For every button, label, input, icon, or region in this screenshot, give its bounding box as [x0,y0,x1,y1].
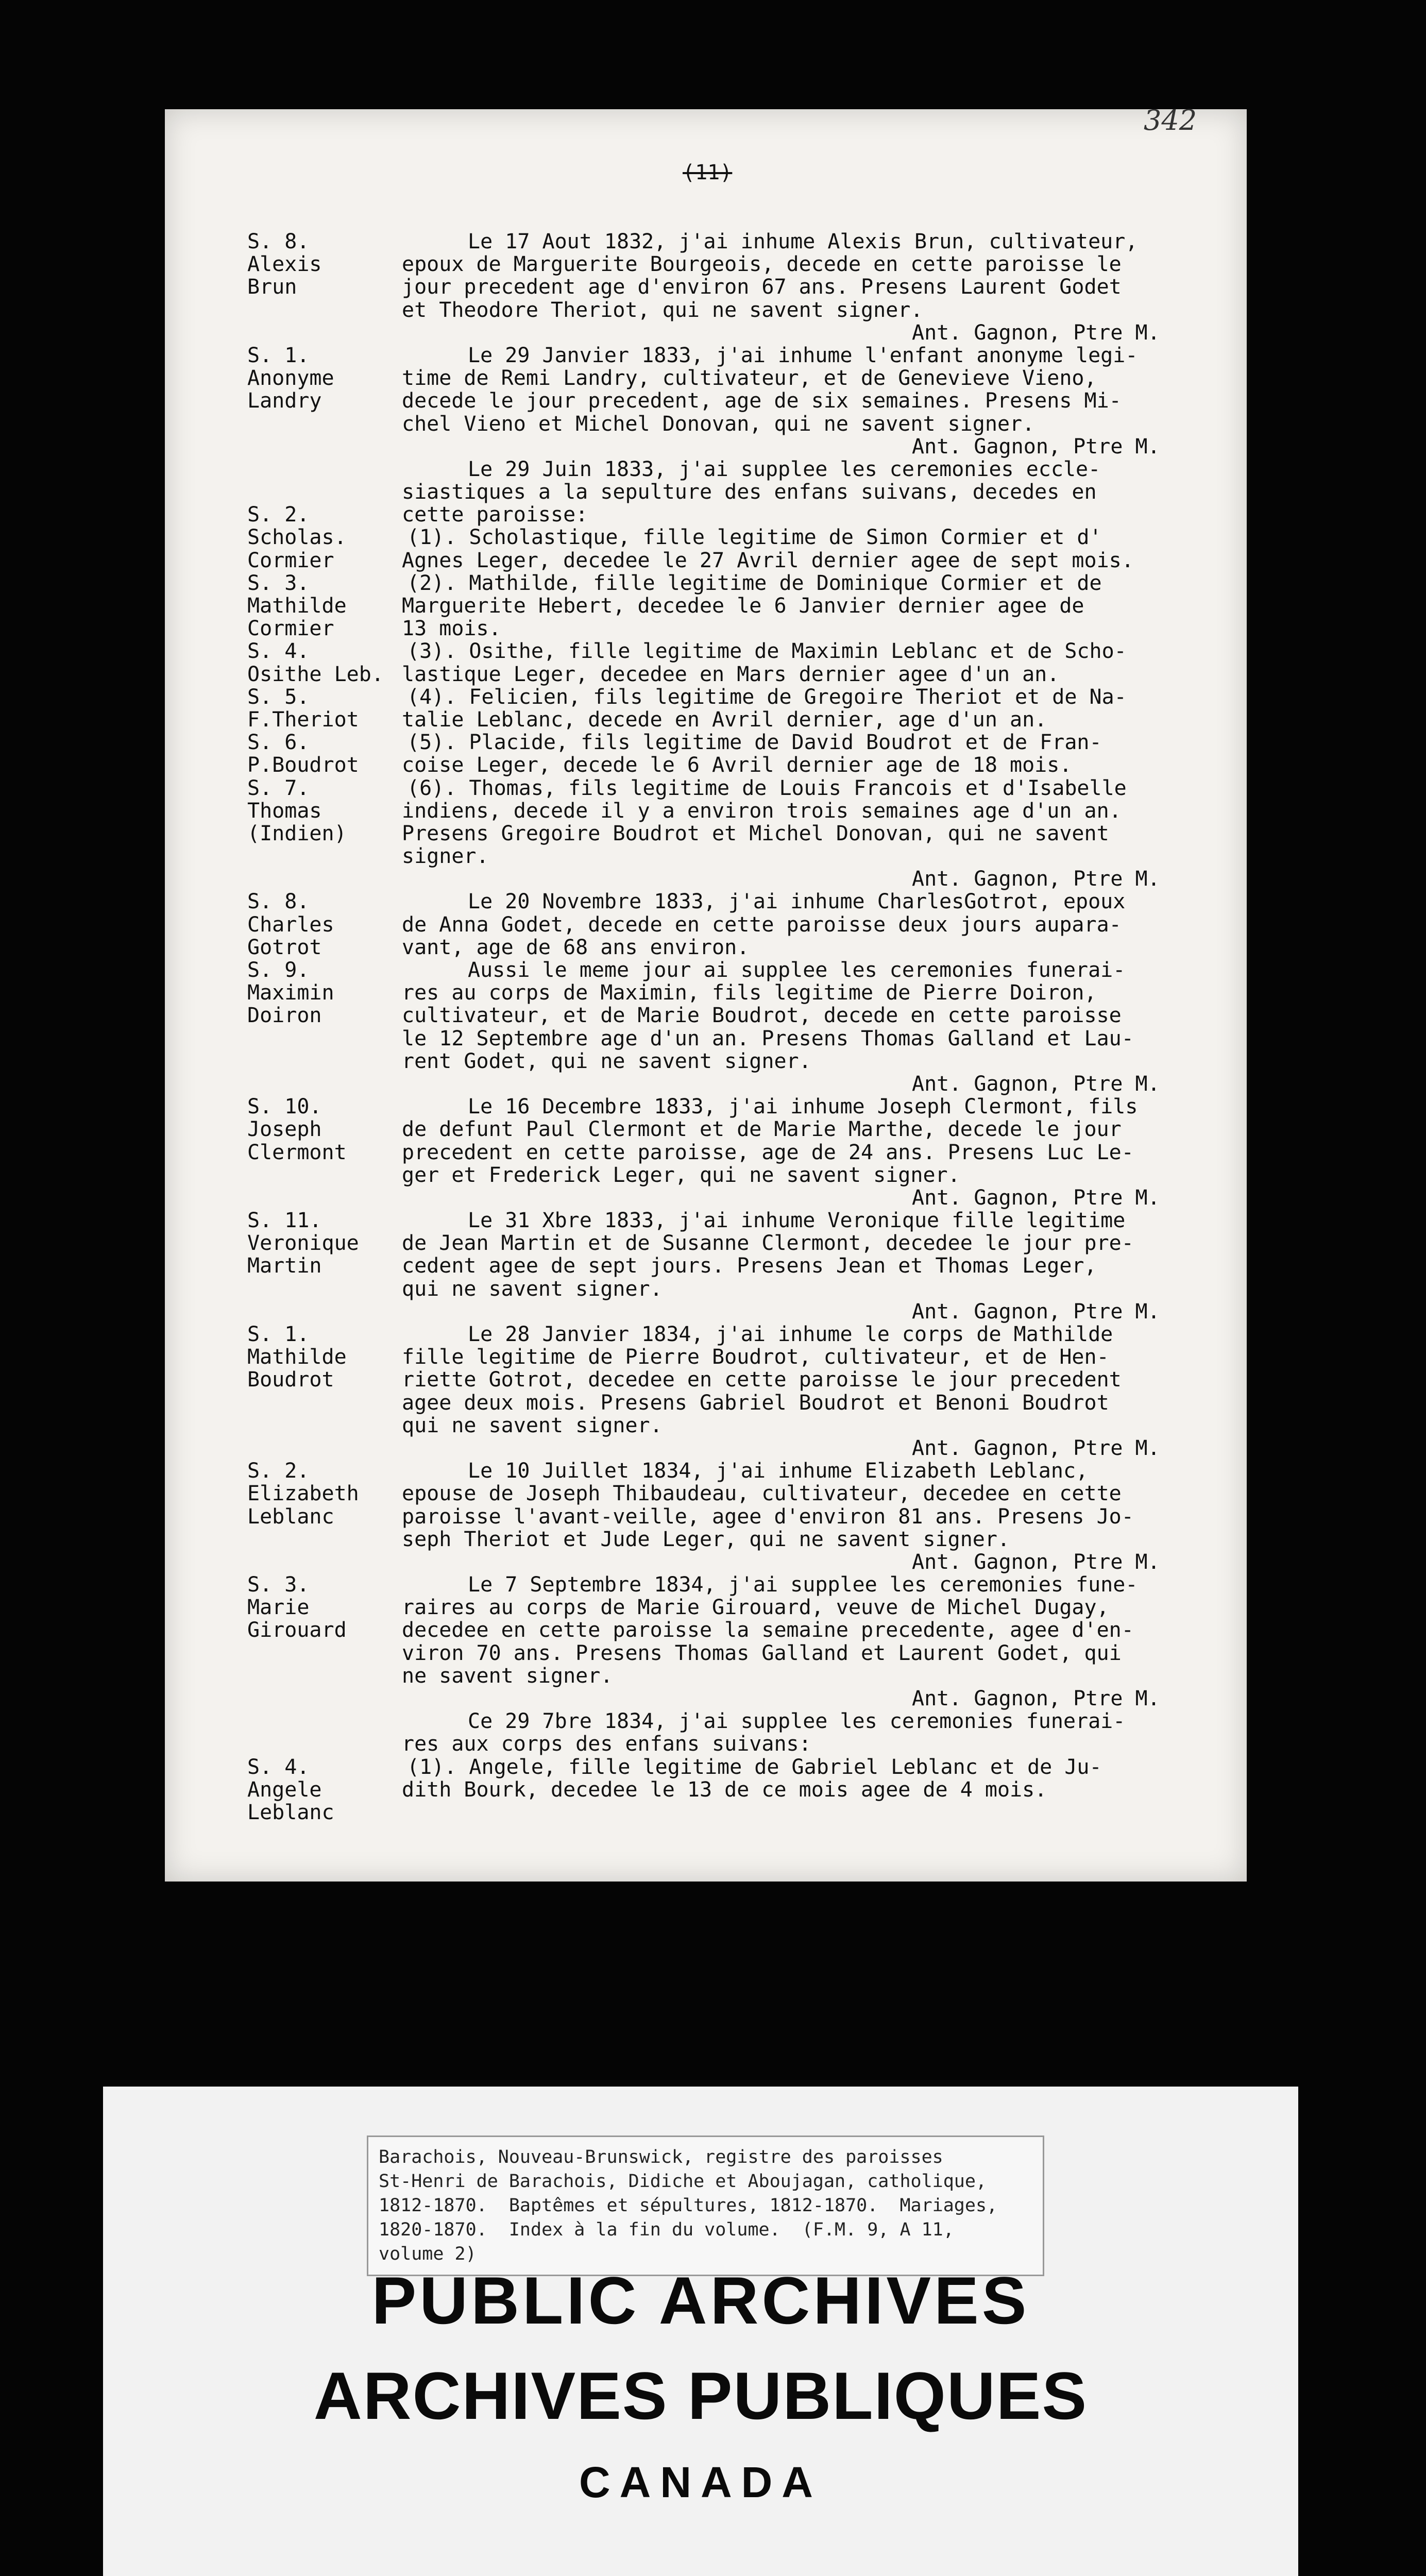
margin-note: Brun [247,275,297,299]
register-line [247,1164,1226,1187]
entry-text: Ant. Gagnon, Ptre M. [912,1186,1160,1210]
entry-text: Ant. Gagnon, Ptre M. [912,1072,1160,1096]
folio-number: 342 [1144,104,1197,137]
margin-note [247,1392,402,1414]
register-line [247,1141,1226,1164]
entry-text: Le 31 Xbre 1833, j'ai inhume Veronique fille legitime [468,1209,1126,1232]
entry-text: qui ne savent signer. [402,1414,663,1437]
note-line: St-Henri de Barachois, Didiche et Aboujagan, catholique, [379,2171,987,2192]
entry-text: precedent en cette paroisse, age de 24 ans. Presens Luc Le- [402,1141,1134,1164]
entry-text: (6). Thomas, fils legitime de Louis Francois et d'Isabelle [407,776,1127,800]
register-line [247,526,1226,549]
entry-text: rent Godet, qui ne savent signer. [402,1049,811,1073]
note-line: 1820-1870. Index à la fin du volume. (F.M. 9, A 11, [379,2219,954,2240]
entry-text: Le 29 Juin 1833, j'ai supplee les ceremonies eccle- [468,457,1101,481]
register-line [247,1050,1226,1073]
entry-text: Le 20 Novembre 1833, j'ai inhume CharlesGotrot, epoux [468,890,1126,913]
margin-note: S. 10. [247,1095,322,1119]
entry-text: Ant. Gagnon, Ptre M. [912,1436,1160,1460]
margin-note: Doiron [247,1004,322,1028]
margin-note: Clermont [247,1140,347,1164]
register-line [247,299,1226,321]
register-line [247,389,1226,412]
register-line [247,253,1226,276]
entry-text: talie Leblanc, decede en Avril dernier, age d'un an. [402,708,1047,732]
register-line [247,1733,1226,1755]
margin-note [247,1027,402,1050]
margin-note [247,1073,402,1095]
page-number: (11) [683,161,733,184]
register-line [247,1437,1226,1460]
margin-note: S. 2. [247,1459,310,1483]
margin-note: Mathilde [247,1345,347,1369]
entry-text: cedent agee de sept jours. Presens Jean et Thomas Leger, [402,1255,1097,1278]
archive-description-note [367,2136,1044,2276]
register-line [247,1619,1226,1641]
margin-note: Elizabeth [247,1482,359,1506]
register-line [247,1573,1226,1596]
entry-text: de Anna Godet, decede en cette paroisse deux jours aupara- [402,913,1122,936]
entry-text: ger et Frederick Leger, qui ne savent signer. [402,1163,960,1187]
entry-text: signer. [402,845,489,868]
register-line [247,1392,1226,1414]
entry-text: decede le jour precedent, age de six semaines. Presens Mi- [402,389,1122,413]
margin-note: Mathilde [247,594,347,618]
entry-text: Le 7 Septembre 1834, j'ai supplee les ceremonies fune- [468,1573,1138,1597]
register-line [247,1027,1226,1050]
register-line [247,1368,1226,1391]
margin-note [247,458,402,481]
margin-note: S. 8. [247,230,310,253]
margin-note: Anonyme [247,366,334,391]
entry-text: lastique Leger, decedee en Mars dernier agee d'un an. [402,663,1060,686]
margin-note [247,1164,402,1187]
register-line [247,1095,1226,1118]
margin-note: S. 3. [247,571,310,595]
entry-text: cultivateur, et de Marie Boudrot, decede en cette paroisse [402,1004,1122,1027]
entry-text: (1). Angele, fille legitime de Gabriel Leblanc et de Ju- [407,1755,1102,1778]
entry-text: indiens, decede il y a environ trois semaines age d'un an. [402,799,1122,822]
entry-text: 13 mois. [402,617,501,640]
margin-note [247,845,402,868]
register-line [247,822,1226,845]
register-line [247,367,1226,389]
entry-text: dith Bourk, decedee le 13 de ce mois agee de 4 mois. [402,1778,1047,1801]
note-line: volume 2) [379,2244,477,2264]
register-line [247,1323,1226,1346]
register-line [247,640,1226,663]
entry-text: Le 10 Juillet 1834, j'ai inhume Elizabeth Leblanc, [468,1460,1089,1483]
entry-text: Ce 29 7bre 1834, j'ai supplee les ceremonies funerai- [468,1710,1126,1733]
register-line [247,1460,1226,1482]
margin-note: S. 2. [247,503,310,527]
margin-note [247,1687,402,1710]
register-line [247,1346,1226,1368]
register-line [247,1300,1226,1323]
entry-text: Marguerite Hebert, decedee le 6 Janvier dernier agee de [402,595,1084,618]
register-line [247,913,1226,936]
entry-text: siastiques a la sepulture des enfans suivans, decedes en [402,481,1097,504]
entry-text: Le 28 Janvier 1834, j'ai inhume le corps de Mathilde [468,1323,1113,1346]
register-line [247,276,1226,298]
margin-note: Leblanc [247,1504,334,1529]
entry-text: Le 29 Janvier 1833, j'ai inhume l'enfant anonyme legi- [468,344,1138,367]
margin-note: Osithe Leb. [247,662,384,686]
margin-note [247,321,402,344]
register-line [247,708,1226,731]
entry-text: Ant. Gagnon, Ptre M. [912,1300,1160,1323]
margin-note [247,435,402,458]
margin-note: Charles [247,912,334,937]
register-line [247,1255,1226,1277]
margin-note: (Indien) [247,821,347,845]
register-line [247,868,1226,890]
margin-note: Leblanc [247,1800,334,1824]
register-line [247,1528,1226,1551]
register-line [247,1414,1226,1437]
margin-note [247,413,402,435]
register-line [247,572,1226,595]
margin-note: Maximin [247,981,334,1005]
entry-text [402,1801,1226,1824]
register-line [247,1278,1226,1300]
entry-text: fille legitime de Pierre Boudrot, cultivateur, et de Hen- [402,1346,1109,1369]
margin-note: Alexis [247,252,322,277]
register-line [247,458,1226,481]
register-line [247,731,1226,754]
margin-note: S. 7. [247,776,310,800]
register-entries [247,230,1226,1879]
margin-note: F.Theriot [247,707,359,732]
register-line [247,503,1226,526]
entry-text: Le 16 Decembre 1833, j'ai inhume Joseph Clermont, fils [468,1095,1138,1118]
margin-note: Thomas [247,799,322,823]
register-line [247,1505,1226,1528]
register-line [247,1642,1226,1665]
margin-note: S. 1. [247,343,310,367]
margin-note: S. 11. [247,1209,322,1233]
register-line [247,663,1226,686]
entry-text: (2). Mathilde, fille legitime de Dominique Cormier et de [407,571,1102,595]
register-line [247,617,1226,640]
register-line [247,1232,1226,1255]
entry-text: time de Remi Landry, cultivateur, et de Genevieve Vieno, [402,367,1097,390]
margin-note [247,1642,402,1665]
entry-text: riette Gotrot, decedee en cette paroisse le jour precedent [402,1368,1122,1392]
register-line [247,686,1226,708]
margin-note: Cormier [247,617,334,641]
entry-text: Ant. Gagnon, Ptre M. [912,435,1160,458]
entry-text: paroisse l'avant-veille, agee d'environ 81 ans. Presens Jo- [402,1505,1134,1528]
margin-note: Joseph [247,1117,322,1142]
margin-note [247,1710,402,1733]
margin-note [247,299,402,321]
entry-text: raires au corps de Marie Girouard, veuve de Michel Dugay, [402,1596,1109,1619]
register-page [165,104,1247,1882]
margin-note: P.Boudrot [247,753,359,777]
margin-note [247,1187,402,1209]
margin-note: S. 4. [247,1755,310,1779]
register-line [247,1187,1226,1209]
margin-note: Cormier [247,548,334,572]
entry-text: res aux corps des enfans suivans: [402,1733,811,1756]
register-line [247,344,1226,367]
entry-text: qui ne savent signer. [402,1277,663,1300]
entry-text: decedee en cette paroisse la semaine precedente, agee d'en- [402,1619,1134,1642]
register-line [247,800,1226,822]
margin-note: S. 4. [247,639,310,664]
register-line [247,1596,1226,1619]
entry-text: (3). Osithe, fille legitime de Maximin Leblanc et de Scho- [407,640,1127,663]
entry-text: viron 70 ans. Presens Thomas Galland et Laurent Godet, qui [402,1641,1122,1665]
margin-note: Boudrot [247,1368,334,1392]
archive-title-english: PUBLIC ARCHIVES [371,2263,1030,2338]
entry-text: cette paroisse: [402,503,588,527]
entry-text: epouse de Joseph Thibaudeau, cultivateur, decedee en cette [402,1482,1122,1505]
margin-note: Girouard [247,1618,347,1642]
register-line [247,1118,1226,1141]
margin-note [247,1665,402,1687]
margin-note [247,481,402,503]
margin-note: S. 9. [247,958,310,982]
margin-note: Angele [247,1777,322,1802]
register-line [247,1004,1226,1027]
entry-text: (1). Scholastique, fille legitime de Simon Cormier et d' [407,526,1102,549]
register-line [247,1778,1226,1801]
entry-text: agee deux mois. Presens Gabriel Boudrot et Benoni Boudrot [402,1391,1109,1414]
register-line [247,1482,1226,1505]
register-line [247,549,1226,572]
entry-text: le 12 Septembre age d'un an. Presens Thomas Galland et Lau- [402,1027,1134,1050]
entry-text: Le 17 Aout 1832, j'ai inhume Alexis Brun, cultivateur, [468,230,1138,253]
register-line [247,1665,1226,1687]
register-line [247,435,1226,458]
register-line [247,1209,1226,1232]
archive-title-french: ARCHIVES PUBLIQUES [313,2358,1088,2433]
entry-text: res au corps de Maximin, fils legitime de Pierre Doiron, [402,981,1097,1005]
entry-text: chel Vieno et Michel Donovan, qui ne savent signer. [402,412,1035,435]
margin-note: Scholas. [247,526,347,550]
entry-text: de defunt Paul Clermont et de Marie Marthe, decede le jour [402,1118,1122,1141]
entry-text: seph Theriot et Jude Leger, qui ne savent signer. [402,1528,1010,1551]
entry-text: Ant. Gagnon, Ptre M. [912,868,1160,891]
entry-text: de Jean Martin et de Susanne Clermont, decedee le jour pre- [402,1232,1134,1255]
register-line [247,1710,1226,1733]
entry-text: Presens Gregoire Boudrot et Michel Donovan, qui ne savent [402,822,1109,845]
register-line [247,595,1226,617]
register-line [247,1687,1226,1710]
register-line [247,413,1226,435]
entry-text: Ant. Gagnon, Ptre M. [912,1687,1160,1710]
register-line [247,481,1226,503]
margin-note [247,1300,402,1323]
entry-text: Agnes Leger, decedee le 27 Avril dernier agee de sept mois. [402,549,1134,572]
entry-text: Ant. Gagnon, Ptre M. [912,321,1160,344]
archive-country: CANADA [579,2458,822,2506]
entry-text: Aussi le meme jour ai supplee les ceremonies funerai- [468,959,1126,982]
register-line [247,1801,1226,1824]
register-line [247,981,1226,1004]
entry-text: ne savent signer. [402,1664,613,1687]
margin-note [247,1437,402,1460]
register-line [247,1551,1226,1573]
entry-text: vant, age de 68 ans environ. [402,936,750,959]
margin-note: S. 6. [247,731,310,755]
margin-note: Marie [247,1596,310,1620]
register-line [247,777,1226,800]
margin-note [247,868,402,890]
entry-text: et Theodore Theriot, qui ne savent signer. [402,298,923,321]
register-line [247,1073,1226,1095]
register-line [247,845,1226,868]
margin-note: Landry [247,389,322,413]
note-line: Barachois, Nouveau-Brunswick, registre des paroisses [379,2147,943,2167]
register-line [247,230,1226,253]
margin-note: S. 1. [247,1323,310,1346]
margin-note [247,1414,402,1437]
note-line: 1812-1870. Baptêmes et sépultures, 1812-1870. Mariages, [379,2195,998,2216]
entry-text: coise Leger, decede le 6 Avril dernier age de 18 mois. [402,754,1072,777]
margin-note: Gotrot [247,935,322,959]
entry-text: (4). Felicien, fils legitime de Gregoire Theriot et de Na- [407,685,1127,708]
register-line [247,1756,1226,1778]
register-line [247,754,1226,776]
margin-note [247,1733,402,1755]
register-line [247,321,1226,344]
entry-text: epoux de Marguerite Bourgeois, decede en cette paroisse le [402,253,1122,276]
entry-text: (5). Placide, fils legitime de David Boudrot et de Fran- [407,731,1102,754]
margin-note [247,1278,402,1300]
entry-text: jour precedent age d'environ 67 ans. Presens Laurent Godet [402,276,1122,299]
register-line [247,890,1226,913]
margin-note: S. 5. [247,685,310,709]
margin-note [247,1551,402,1573]
entry-text: Ant. Gagnon, Ptre M. [912,1550,1160,1574]
margin-note: S. 8. [247,890,310,914]
margin-note [247,1528,402,1551]
margin-note: S. 3. [247,1573,310,1597]
margin-note: Martin [247,1254,322,1278]
margin-note [247,1050,402,1073]
margin-note: Veronique [247,1231,359,1256]
register-line [247,959,1226,981]
register-line [247,936,1226,959]
